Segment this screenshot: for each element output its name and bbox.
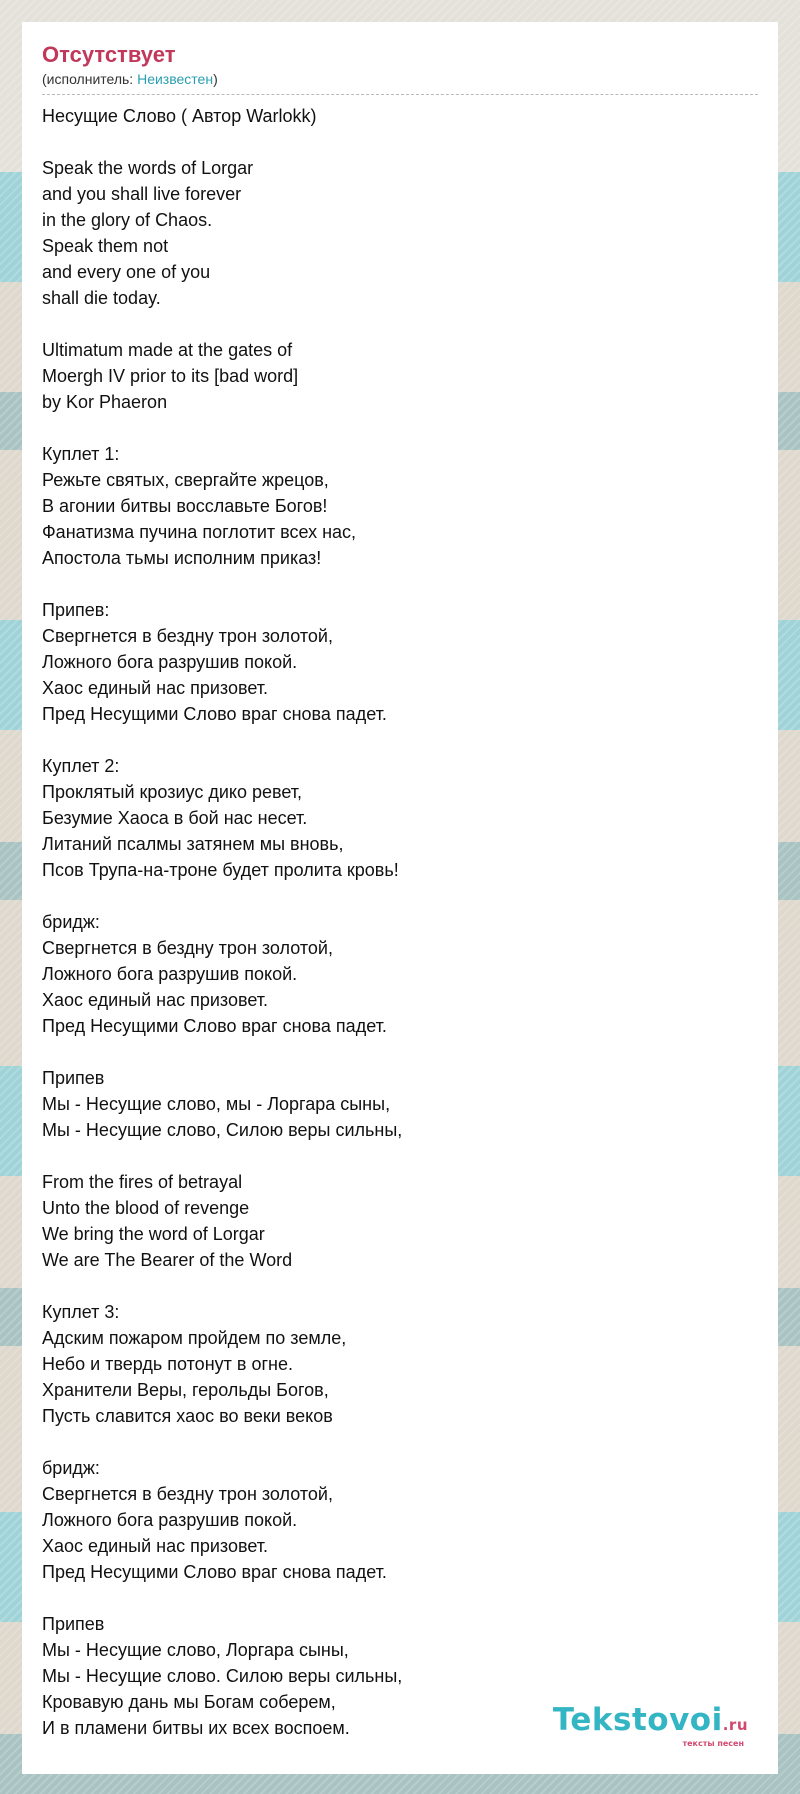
artist-line <box>42 70 758 95</box>
lyrics-line: Псов Трупа-на-троне будет пролита кровь! <box>42 860 399 880</box>
lyrics-stanza <box>42 441 758 571</box>
lyrics-line: В агонии битвы восславьте Богов! <box>42 496 328 516</box>
lyrics-line: И в пламени битвы их всех воспоем. <box>42 1718 350 1738</box>
lyrics-line: and every one of you <box>42 262 211 282</box>
lyrics-line: We bring the word of Lorgar <box>42 1224 265 1244</box>
logo-wordmark <box>553 1704 748 1741</box>
lyrics-line: in the glory of Chaos. <box>42 210 213 230</box>
lyrics-line: and you shall live forever <box>42 184 242 204</box>
lyrics-stanza <box>42 337 758 415</box>
lyrics-line: бридж: <box>42 912 100 932</box>
lyrics-line: Кровавую дань мы Богам соберем, <box>42 1692 336 1712</box>
lyrics-line: Адским пожаром пройдем по земле, <box>42 1328 347 1348</box>
lyrics-line: Moergh IV prior to its [bad word] <box>42 366 299 386</box>
lyrics-stanza <box>42 597 758 727</box>
song-title: Отсутствует <box>42 42 176 67</box>
lyrics-stanza <box>42 909 758 1039</box>
lyrics-line: shall die today. <box>42 288 161 308</box>
lyrics-line: Мы - Несущие слово, Лоргара сыны, <box>42 1640 349 1660</box>
lyrics-line: Пусть славится хаос во веки веков <box>42 1406 333 1426</box>
lyrics-line: Мы - Несущие слово, мы - Лоргара сыны, <box>42 1094 391 1114</box>
lyrics-body <box>42 103 758 1741</box>
lyrics-line: Свергнется в бездну трон золотой, <box>42 626 333 646</box>
lyrics-line: Режьте святых, свергайте жрецов, <box>42 470 329 490</box>
artist-link[interactable]: Неизвестен <box>137 71 214 87</box>
logo-tld: .ru <box>722 1716 748 1734</box>
lyrics-stanza <box>42 1299 758 1429</box>
lyrics-line: Припев <box>42 1068 105 1088</box>
artist-suffix: ) <box>213 71 218 87</box>
lyrics-stanza <box>42 1169 758 1273</box>
lyrics-stanza <box>42 1455 758 1585</box>
lyrics-line: Ultimatum made at the gates of <box>42 340 293 360</box>
lyrics-line: Пред Несущими Слово враг снова падет. <box>42 704 387 724</box>
logo-tagline: тексты песен <box>682 1739 744 1748</box>
lyrics-line: Литаний псалмы затянем мы вновь, <box>42 834 344 854</box>
lyrics-line: From the fires of betrayal <box>42 1172 243 1192</box>
lyrics-line: Пред Несущими Слово враг снова падет. <box>42 1016 387 1036</box>
lyrics-line: Speak them not <box>42 236 169 256</box>
lyrics-line: Мы - Несущие слово. Силою веры сильны, <box>42 1666 403 1686</box>
lyrics-line: Свергнется в бездну трон золотой, <box>42 1484 333 1504</box>
lyrics-line: Ложного бога разрушив покой. <box>42 964 298 984</box>
lyrics-line: Пред Несущими Слово враг снова падет. <box>42 1562 387 1582</box>
lyrics-line: Хаос единый нас призовет. <box>42 1536 268 1556</box>
lyrics-line: Хаос единый нас призовет. <box>42 990 268 1010</box>
lyrics-line: Куплет 3: <box>42 1302 120 1322</box>
artist-prefix: (исполнитель: <box>42 71 138 87</box>
lyrics-line: Свергнется в бездну трон золотой, <box>42 938 333 958</box>
lyrics-line: Unto the blood of revenge <box>42 1198 250 1218</box>
lyrics-line: Куплет 2: <box>42 756 120 776</box>
lyrics-line: Хаос единый нас призовет. <box>42 678 268 698</box>
lyrics-line: Безумие Хаоса в бой нас несет. <box>42 808 308 828</box>
lyrics-line: Фанатизма пучина поглотит всех нас, <box>42 522 357 542</box>
lyrics-line: Небо и твердь потонут в огне. <box>42 1354 293 1374</box>
lyrics-stanza <box>42 753 758 883</box>
lyrics-line: Припев: <box>42 600 110 620</box>
lyrics-line: Ложного бога разрушив покой. <box>42 652 298 672</box>
site-logo[interactable] <box>553 1704 748 1748</box>
lyrics-line: Куплет 1: <box>42 444 120 464</box>
lyrics-line: by Kor Phaeron <box>42 392 168 412</box>
logo-name: Tekstovoi <box>552 1702 723 1738</box>
lyrics-line: We are The Bearer of the Word <box>42 1250 293 1270</box>
lyrics-stanza <box>42 103 758 129</box>
lyrics-line: Несущие Слово ( Автор Warlokk) <box>42 106 317 126</box>
lyrics-line: Хранители Веры, герольды Богов, <box>42 1380 329 1400</box>
lyrics-line: Проклятый крозиус дико ревет, <box>42 782 303 802</box>
lyrics-line: Ложного бога разрушив покой. <box>42 1510 298 1530</box>
lyrics-line: Мы - Несущие слово, Силою веры сильны, <box>42 1120 403 1140</box>
lyrics-card <box>22 22 778 1774</box>
lyrics-stanza <box>42 155 758 311</box>
lyrics-line: Speak the words of Lorgar <box>42 158 254 178</box>
lyrics-line: Припев <box>42 1614 105 1634</box>
lyrics-stanza <box>42 1065 758 1143</box>
lyrics-line: бридж: <box>42 1458 100 1478</box>
lyrics-line: Апостола тьмы исполним приказ! <box>42 548 322 568</box>
